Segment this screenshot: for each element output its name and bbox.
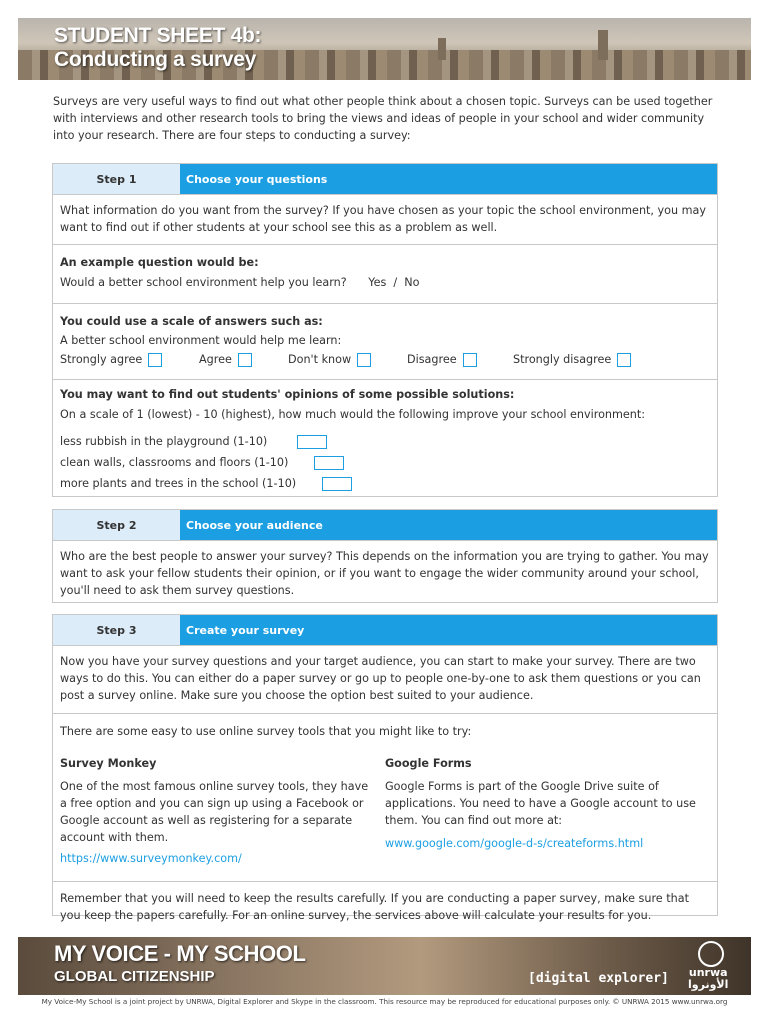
solution-row	[60, 433, 710, 450]
solution-row	[60, 475, 710, 492]
step-3-header	[53, 615, 717, 645]
google-forms-link[interactable]: www.google.com/google-d-s/createforms.html	[385, 837, 644, 850]
tool-name: Survey Monkey	[60, 757, 157, 770]
credit-line: My Voice-My School is a joint project by UNRWA, Digital Explorer and Skype in the classroom. This resource may be reproduced for educational purposes only. © UNRWA 2015 www.unrwa.org	[41, 997, 728, 1006]
digital-explorer-logo: [digital explorer]	[528, 971, 669, 986]
step-3-closing: Remember that you will need to keep the results carefully. If you are conducting a paper survey, make sure that you keep the papers carefully. For an online survey, the services above will calculate your results for you.	[53, 881, 717, 930]
step-3-label: Step 3	[53, 615, 180, 645]
footer-banner	[18, 937, 751, 995]
checkbox[interactable]	[463, 353, 477, 367]
scale-option	[407, 351, 513, 368]
step-2-label: Step 2	[53, 510, 180, 540]
tools-section	[53, 713, 717, 881]
title-line-1: STUDENT SHEET 4b:	[54, 24, 262, 47]
header-banner	[18, 18, 751, 80]
un-emblem-icon	[698, 941, 724, 967]
example-answer: Yes / No	[368, 276, 420, 289]
tool-description: One of the most famous online survey tools, they have a free option and you can sign up using a Facebook or Google account as well as registering for a separate account with them.	[60, 780, 369, 844]
unrwa-logo	[688, 967, 728, 991]
rating-input[interactable]	[314, 456, 344, 470]
step-3-title: Create your survey	[180, 615, 717, 645]
scale-option-label: Strongly agree	[60, 353, 143, 366]
scale-option	[60, 351, 199, 368]
scale-option-label: Agree	[199, 353, 232, 366]
solutions-prompt: On a scale of 1 (lowest) - 10 (highest), how much would the following improve your school environment:	[60, 408, 646, 421]
rating-input[interactable]	[297, 435, 327, 449]
scale-options	[60, 351, 710, 368]
step-1-title: Choose your questions	[180, 164, 717, 194]
unrwa-text: unrwa	[688, 966, 728, 979]
intro-text: Surveys are very useful ways to find out what other people think about a chosen topic. Surveys can be used together with interviews and other research tools to bring the views and ideas of people in your school and wider community into your research. There are four steps to conducting a survey:	[53, 95, 713, 142]
step-1-text: What information do you want from the survey? If you have chosen as your topic the school environment, you may want to find out if other students at your school see this as a problem as well.	[53, 194, 717, 244]
solution-row	[60, 454, 710, 471]
page-title	[54, 24, 261, 72]
checkbox[interactable]	[148, 353, 162, 367]
footer-title: MY VOICE - MY SCHOOL	[54, 941, 306, 966]
solution-label: clean walls, classrooms and floors (1-10)	[60, 456, 289, 469]
tool-description: Google Forms is part of the Google Drive suite of applications. You need to have a Google account to use them. You can find out more at:	[385, 780, 696, 827]
example-question-row	[60, 274, 710, 291]
step-2-text: Who are the best people to answer your survey? This depends on the information you are trying to gather. You may want to ask your fellow students their opinion, or if you want to engage the wider community around your school, you'll need to ask them survey questions.	[53, 540, 717, 605]
step-3-box	[52, 614, 718, 922]
step-1-label: Step 1	[53, 164, 180, 194]
step-2-box	[52, 509, 718, 603]
tools-intro: There are some easy to use online survey tools that you might like to try:	[60, 725, 472, 738]
scale-heading: You could use a scale of answers such as:	[60, 315, 323, 328]
scale-option-label: Disagree	[407, 353, 457, 366]
checkbox[interactable]	[617, 353, 631, 367]
solution-label: more plants and trees in the school (1-10)	[60, 477, 297, 490]
tool-google-forms	[385, 755, 710, 867]
survey-monkey-link[interactable]: https://www.surveymonkey.com/	[60, 852, 242, 865]
step-1-box	[52, 163, 718, 497]
checkbox[interactable]	[238, 353, 252, 367]
step-2-title: Choose your audience	[180, 510, 717, 540]
solution-label: less rubbish in the playground (1-10)	[60, 435, 268, 448]
step-1-header	[53, 164, 717, 194]
title-line-2: Conducting a survey	[54, 48, 257, 71]
unrwa-arabic-text: الأونروا	[688, 978, 729, 991]
scale-section	[53, 303, 717, 379]
example-question: Would a better school environment help you learn?	[60, 276, 347, 289]
solutions-section	[53, 379, 717, 498]
scale-option	[513, 351, 631, 368]
tool-survey-monkey	[60, 755, 385, 867]
example-section	[53, 244, 717, 303]
tower-image	[438, 38, 446, 60]
scale-option	[288, 351, 407, 368]
step-3-text: Now you have your survey questions and your target audience, you can start to make your survey. There are two ways to do this. You can either do a paper survey or go up to people one-by-one to ask them questions or you can post a survey online. Make sure you choose the option best suited to your audience.	[53, 645, 717, 713]
tower-image	[598, 30, 608, 60]
checkbox[interactable]	[357, 353, 371, 367]
step-2-header	[53, 510, 717, 540]
footer-subtitle: GLOBAL CITIZENSHIP	[54, 968, 215, 985]
tools-columns	[60, 755, 710, 867]
scale-prompt: A better school environment would help me learn:	[60, 334, 342, 347]
rating-input[interactable]	[322, 477, 352, 491]
scale-option	[199, 351, 288, 368]
solutions-heading: You may want to find out students' opinions of some possible solutions:	[60, 388, 515, 401]
example-heading: An example question would be:	[60, 256, 259, 269]
scale-option-label: Don't know	[288, 353, 352, 366]
tool-name: Google Forms	[385, 757, 472, 770]
scale-option-label: Strongly disagree	[513, 353, 612, 366]
